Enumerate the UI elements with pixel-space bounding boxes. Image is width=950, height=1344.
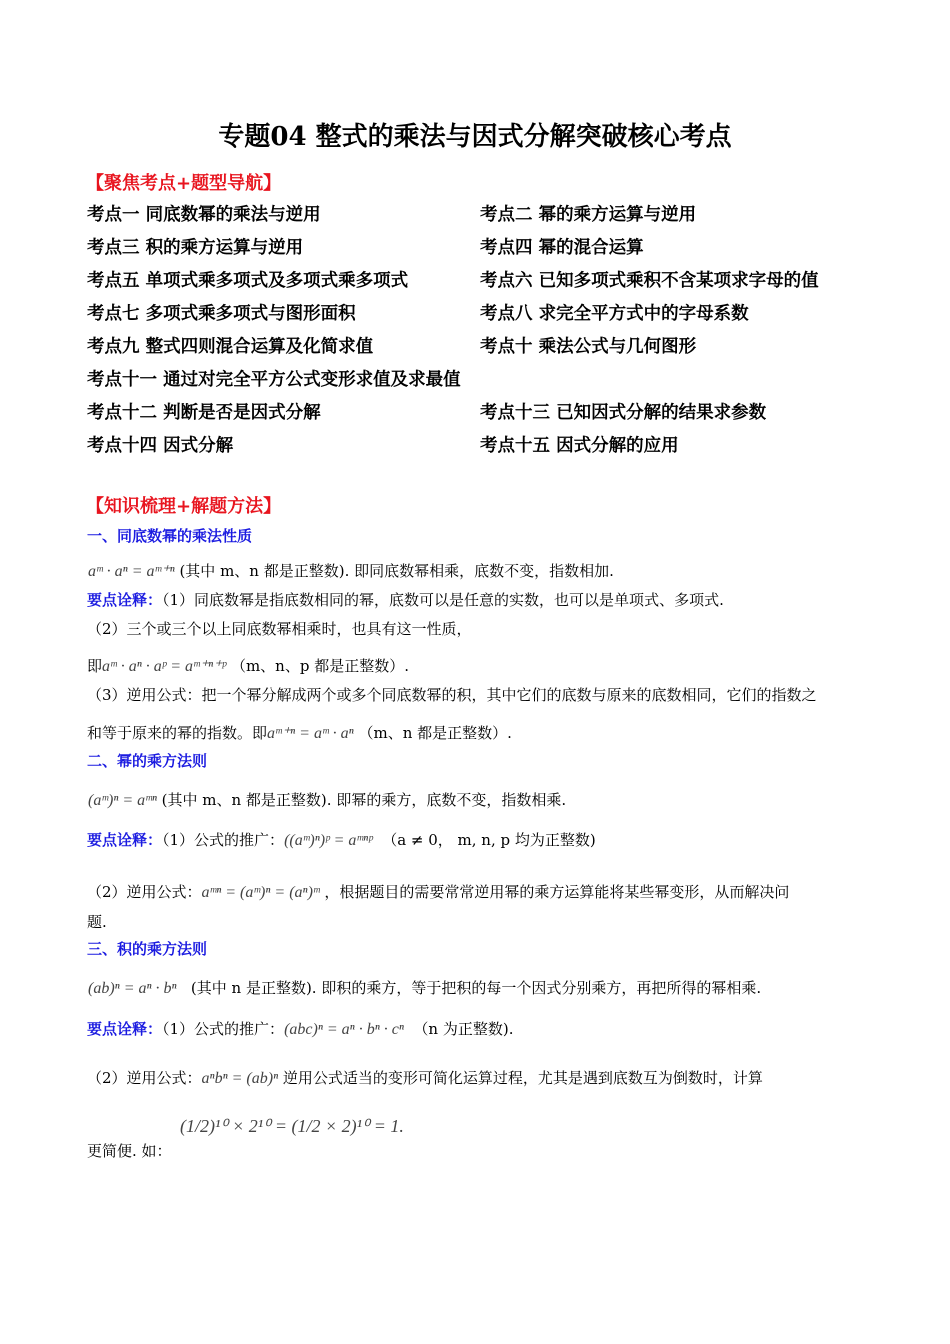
text: （1）同底数幂是指底数相同的幂，底数可以是任意的实数，也可以是单项式、多项式.	[162, 591, 724, 609]
formula: (aᵐ)ⁿ = aᵐⁿ	[88, 792, 157, 809]
text: 逆用公式适当的变形可简化运算过程，尤其是遇到底数互为倒数时，计算	[282, 1069, 763, 1087]
text-line	[87, 829, 596, 850]
nav-topic-item: 考点六 已知多项式乘积不含某项求字母的值	[480, 271, 819, 291]
text-line	[87, 1018, 513, 1039]
formula: (1/2)¹⁰ × 2¹⁰ = (1/2 × 2)¹⁰ = 1.	[180, 1116, 404, 1136]
text-line	[87, 1067, 763, 1088]
formula: aᵐⁿ = (aᵐ)ⁿ = (aⁿ)ᵐ	[201, 884, 320, 901]
nav-topic-item: 考点十三 已知因式分解的结果求参数	[480, 403, 767, 423]
text: （m、n、p 都是正整数）.	[230, 657, 409, 675]
text: 和等于原来的幂的指数。即	[87, 724, 268, 742]
page-title: 专题04 整式的乘法与因式分解突破核心考点	[218, 122, 732, 152]
nav-topic-item: 考点八 求完全平方式中的字母系数	[480, 304, 749, 324]
nav-topic-item: 考点三 积的乘方运算与逆用	[87, 238, 304, 258]
nav-topic-item: 考点十四 因式分解	[87, 436, 234, 456]
text: （2）逆用公式：	[87, 883, 202, 901]
text-line	[87, 655, 409, 676]
text: （1）公式的推广：	[162, 1020, 285, 1038]
text-line	[87, 722, 512, 743]
formula: (ab)ⁿ = aⁿ · bⁿ	[88, 980, 177, 997]
nav-topic-item: 考点四 幂的混合运算	[480, 238, 644, 258]
text-line: 题.	[87, 913, 107, 931]
section-heading: 一、同底数幂的乘法性质	[87, 527, 253, 545]
text: 即	[87, 657, 103, 675]
text: （m、n 都是正整数）.	[358, 724, 512, 742]
text: ，根据题目的需要常常逆用幂的乘方运算能将某些幂变形，从而解决问	[324, 883, 790, 901]
text-line: 更简便. 如：	[87, 1142, 172, 1160]
formula: (abc)ⁿ = aⁿ · bⁿ · cⁿ	[284, 1021, 404, 1038]
key-label: 要点诠释：	[87, 1020, 163, 1038]
section-heading: 三、积的乘方法则	[87, 940, 208, 958]
text: (其中 n 是正整数). 即积的乘方，等于把积的每一个因式分别乘方，再把所得的幂相乘.	[190, 979, 762, 997]
text: （a ≠ 0， m, n, p 均为正整数)	[382, 831, 596, 849]
text: (其中 m、n 都是正整数). 即幂的乘方，底数不变，指数相乘.	[161, 791, 567, 809]
text: (其中 m、n 都是正整数). 即同底数幂相乘，底数不变，指数相加.	[179, 562, 614, 580]
key-label: 要点诠释：	[87, 831, 163, 849]
nav-topic-item: 考点十 乘法公式与几何图形	[480, 337, 697, 357]
knowledge-heading: 【知识梳理+解题方法】	[86, 496, 282, 517]
text-line	[88, 977, 761, 998]
formula: ((aᵐ)ⁿ)ᵖ = aᵐⁿᵖ	[284, 832, 373, 849]
nav-heading: 【聚焦考点+题型导航】	[86, 173, 282, 194]
nav-topic-item: 考点一 同底数幂的乘法与逆用	[87, 205, 321, 225]
text-line	[88, 560, 614, 581]
text-line	[87, 589, 724, 610]
nav-topic-item: 考点五 单项式乘多项式及多项式乘多项式	[87, 271, 409, 291]
text-line	[88, 789, 566, 810]
nav-topic-item: 考点十五 因式分解的应用	[480, 436, 679, 456]
nav-topic-item: 考点十二 判断是否是因式分解	[87, 403, 321, 423]
formula: aᵐ⁺ⁿ = aᵐ · aⁿ	[267, 725, 354, 742]
text-line: （2）三个或三个以上同底数幂相乘时，也具有这一性质，	[87, 620, 472, 638]
nav-topic-item: 考点十一 通过对完全平方公式变形求值及求最值	[87, 370, 461, 390]
section-heading: 二、幂的乘方法则	[87, 752, 208, 770]
text: （1）公式的推广：	[162, 831, 285, 849]
key-label: 要点诠释：	[87, 591, 163, 609]
nav-topic-item: 考点二 幂的乘方运算与逆用	[480, 205, 697, 225]
formula: aᵐ · aⁿ = aᵐ⁺ⁿ	[88, 563, 175, 580]
formula: aⁿbⁿ = (ab)ⁿ	[201, 1070, 279, 1087]
nav-topic-item: 考点七 多项式乘多项式与图形面积	[87, 304, 356, 324]
text: （2）逆用公式：	[87, 1069, 202, 1087]
nav-topic-item: 考点九 整式四则混合运算及化简求值	[87, 337, 374, 357]
text-line: （3）逆用公式：把一个幂分解成两个或多个同底数幂的积，其中它们的底数与原来的底数相同，它们的指数之	[87, 686, 817, 704]
text: （n 为正整数).	[413, 1020, 514, 1038]
formula: aᵐ · aⁿ · aᵖ = aᵐ⁺ⁿ⁺ᵖ	[102, 658, 227, 675]
text-line	[87, 881, 789, 902]
